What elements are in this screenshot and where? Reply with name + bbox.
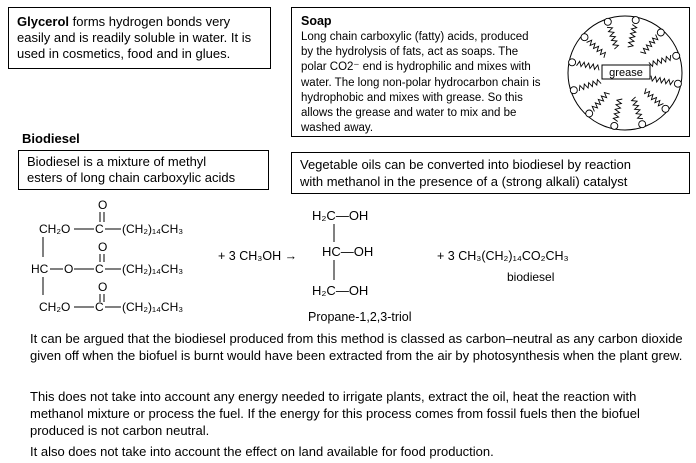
- soap-molecule-head: [657, 29, 664, 36]
- soap-molecule-tail: [613, 99, 622, 122]
- carbonyl-oxygen-1: O: [98, 198, 108, 212]
- soap-molecule-head: [570, 87, 577, 94]
- conversion-line-2: with methanol in the presence of a (strong alkali) catalyst: [300, 174, 628, 189]
- soap-molecule-head: [604, 18, 611, 25]
- soap-line: water. The long non-polar hydrocarbon chain is: [301, 76, 541, 89]
- soap-molecule-tail: [607, 27, 618, 49]
- soap-molecule-head: [673, 52, 680, 59]
- grease-label: grease: [609, 67, 643, 79]
- glycerol-line-2: easily and is readily soluble in water. It is: [17, 30, 252, 45]
- biodiesel-product: + 3 CH₃(CH₂)₁₄CO₂CH₃: [437, 249, 569, 263]
- carbonyl-carbon-3: C: [95, 300, 104, 314]
- soap-molecule-tail: [592, 93, 610, 112]
- soap-molecule-tail: [640, 35, 658, 54]
- soap-molecule-head: [611, 122, 618, 129]
- ester-group-1: CH₂O: [39, 222, 71, 236]
- glycerol-structure: [300, 200, 420, 320]
- glycerol-info-box: [8, 7, 271, 69]
- paragraph-land-use: It also does not take into account the effect on land available for food production.: [30, 444, 494, 459]
- soap-molecule-tail: [577, 61, 600, 70]
- glycerol-heading: Glycerol: [17, 14, 70, 29]
- alkyl-chain-3: (CH₂)₁₄CH₃: [122, 300, 184, 314]
- soap-molecule-head: [674, 80, 681, 87]
- paragraph-carbon-neutral: It can be argued that the biodiesel produced from this method is classed as carbon–neutral as any carbon dioxide given off when the biofuel is burnt would have been extracted from the air by photosynthesis when the plant grew.: [30, 331, 683, 363]
- soap-molecule-tail: [645, 88, 664, 106]
- soap-molecule-tail: [649, 55, 671, 66]
- soap-molecule-head: [581, 34, 588, 41]
- soap-molecule-tail: [579, 80, 601, 91]
- soap-molecule-head: [586, 110, 593, 117]
- glycerol-line-1: [17, 14, 230, 30]
- soap-molecule-head: [569, 59, 576, 66]
- soap-line: Long chain carboxylic (fatty) acids, produced: [301, 31, 529, 43]
- conversion-line-1: Vegetable oils can be converted into biodiesel by reaction: [300, 157, 631, 172]
- soap-molecule-tail: [628, 25, 637, 48]
- biodiesel-product-label: biodiesel: [507, 270, 555, 284]
- ester-group-3: CH₂O: [39, 300, 71, 314]
- soap-info-box: [291, 7, 690, 137]
- soap-heading: Soap: [301, 14, 332, 28]
- conversion-info-box: [291, 152, 690, 194]
- soap-line: by the hydrolysis of fats, act as soaps. The: [301, 46, 519, 59]
- paragraph-energy: This does not take into account any energy needed to irrigate plants, extract the oil, heat the reaction with methanol mixture or process the fuel. If the energy for this process comes from fossil fuels then the biofuel produced is not carbon neutral.: [30, 389, 640, 438]
- glycerol-row-3: H₂C—OH: [312, 283, 369, 298]
- glycerol-row-2: HC—OH: [322, 244, 374, 259]
- soap-molecule-head: [632, 17, 639, 24]
- soap-molecule-tail: [587, 40, 606, 58]
- ester-oxygen-2: O: [64, 262, 74, 276]
- ch-group: HC: [31, 262, 49, 276]
- carbonyl-carbon-2: C: [95, 262, 104, 276]
- soap-line: hydrophobic and mixes with grease. So this: [301, 91, 523, 104]
- glycerol-line-3: used in cosmetics, food and in glues.: [17, 46, 231, 61]
- soap-molecule-tail: [651, 76, 674, 85]
- soap-text: [301, 30, 541, 136]
- soap-molecule-head: [639, 121, 646, 128]
- biodiesel-def-line-2: esters of long chain carboxylic acids: [27, 170, 236, 185]
- soap-line: polar CO2⁻ end is hydrophilic and mixes with: [301, 61, 531, 74]
- carbonyl-carbon-1: C: [95, 222, 104, 236]
- soap-line: washed away.: [301, 122, 374, 135]
- soap-micelle-diagram: [562, 10, 688, 136]
- glycerol-text-1: forms hydrogen bonds very: [72, 14, 231, 29]
- alkyl-chain-1: (CH₂)₁₄CH₃: [122, 222, 184, 236]
- soap-line: allows the grease and water to mix and be: [301, 107, 517, 120]
- biodiesel-definition-box: [18, 150, 269, 190]
- alkyl-chain-2: (CH₂)₁₄CH₃: [122, 262, 184, 276]
- biodiesel-def-line-1: Biodiesel is a mixture of methyl: [27, 154, 207, 169]
- carbonyl-oxygen-3: O: [98, 280, 108, 294]
- glycerol-name: Propane-1,2,3-triol: [308, 310, 412, 324]
- carbonyl-oxygen-2: O: [98, 240, 108, 254]
- methanol-reactant: + 3 CH₃OH →: [218, 249, 298, 263]
- soap-molecule-head: [662, 105, 669, 112]
- soap-molecule-tail: [632, 97, 643, 119]
- glycerol-row-1: H₂C—OH: [312, 208, 369, 223]
- triglyceride-structure: [0, 195, 215, 320]
- biodiesel-heading: Biodiesel: [22, 131, 80, 146]
